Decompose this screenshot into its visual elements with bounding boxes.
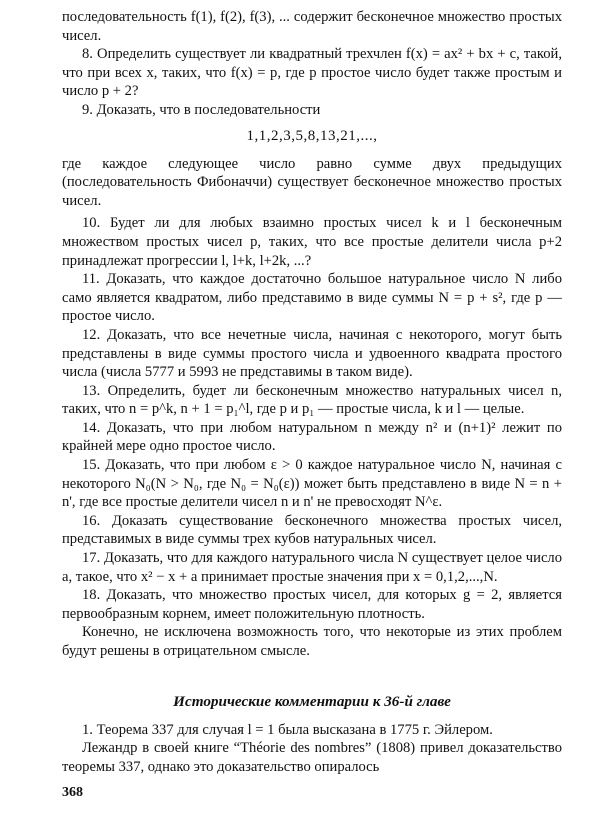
problem-9: 9. Доказать, что в последовательности bbox=[82, 101, 321, 118]
section-heading: Исторические комментарии к 36-й главе bbox=[173, 692, 451, 710]
comment-1: 1. Теорема 337 для случая l = 1 была высказана в 1775 г. Эйлером. bbox=[82, 721, 493, 738]
problem-12: 12. Доказать, что все нечетные числа, начиная с некоторого, могут быть представлены в виде суммы простого числа и удвоенного квадрата простого числа (числа 5777 и 5993 не представимы в таком виде). bbox=[62, 326, 562, 381]
problem-15: 15. Доказать, что при любом ε > 0 каждое натуральное число N, начиная с некоторого N₀(N > N₀, где N₀ = N₀(ε)) может быть представлено в виде N = n + n', где все простые делители чисел n и n' не превосходят N^ε. bbox=[62, 457, 562, 511]
problem-13: 13. Определить, будет ли бесконечным множество натуральных чисел n, таких, что n = p^k, n + 1 = p₁^l, где p и p₁ — простые числа, k и l — целые. bbox=[62, 382, 562, 418]
problem-9-continuation: где каждое следующее число равно сумме двух предыдущих (последовательность Фибоначчи) существует бесконечное множество простых чисел. bbox=[62, 155, 562, 209]
closing-remark: Конечно, не исключена возможность того, что некоторые из этих проблем будут решены в отрицательном смысле. bbox=[62, 624, 562, 659]
problem-11: 11. Доказать, что каждое достаточно большое натуральное число N либо само является квадратом, либо представимо в виде суммы N = p + s², где p — простое число. bbox=[62, 271, 562, 325]
problem-18: 18. Доказать, что множество простых чисел, для которых g = 2, является первообразным корнем, имеет положительную плотность. bbox=[62, 587, 562, 622]
paragraph-continuation: последовательность f(1), f(2), f(3), ... содержит бесконечное множество простых чисел. bbox=[62, 9, 562, 44]
problem-10: 10. Будет ли для любых взаимно простых чисел k и l бесконечным множеством простых чисел p, таких, что все простые делители числа p+2 принадлежат прогрессии l, l+k, l+2k, ...? bbox=[62, 215, 562, 269]
problem-14: 14. Доказать, что при любом натуральном n между n² и (n+1)² лежит по крайней мере одно простое число. bbox=[62, 419, 562, 455]
comment-2: Лежандр в своей книге “Théorie des nombres” (1808) привел доказательство теоремы 337, однако это доказательство опиралось bbox=[62, 740, 562, 775]
problem-8: 8. Определить существует ли квадратный трехчлен f(x) = ax² + bx + c, такой, что при всех x, таких, что f(x) = p, где p простое число будет также простым и число p + 2? bbox=[62, 46, 562, 100]
problem-16: 16. Доказать существование бесконечного множества простых чисел, представимых в виде суммы трех кубов натуральных чисел. bbox=[62, 512, 562, 548]
fibonacci-sequence: 1,1,2,3,5,8,13,21,..., bbox=[246, 127, 378, 144]
problem-17: 17. Доказать, что для каждого натурального числа N существует целое число a, такое, что x² − x + a принимает простые значения при x = 0,1,2,...,N. bbox=[62, 550, 562, 585]
page-number: 368 bbox=[62, 785, 83, 800]
